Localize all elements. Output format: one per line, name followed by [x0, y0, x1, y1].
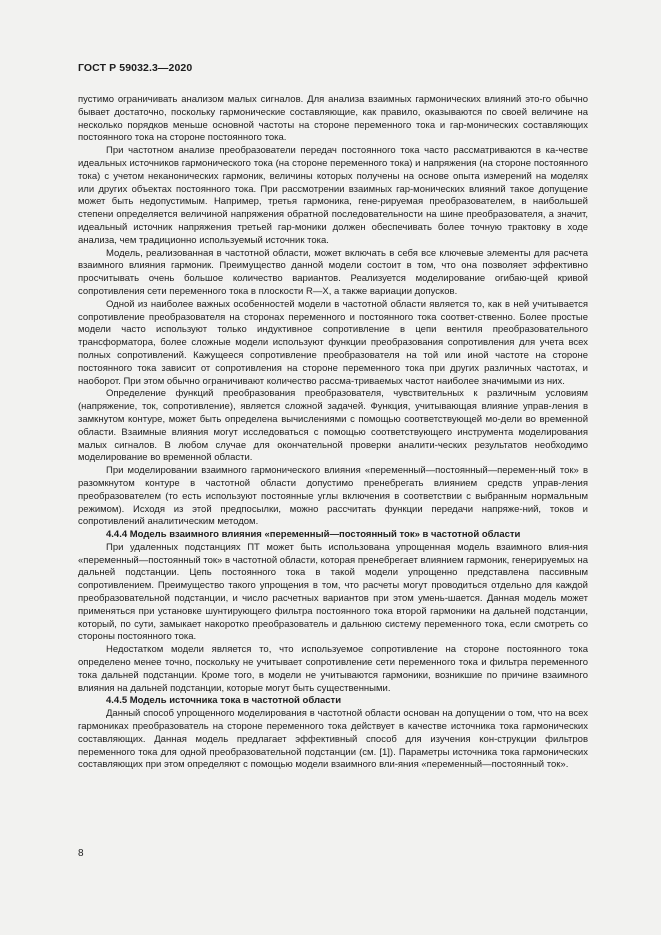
document-header: ГОСТ Р 59032.3—2020: [78, 62, 193, 74]
paragraph: Недостатком модели является то, что используемое сопротивление на стороне постоянного тока определено менее точно, поскольку не учитывает сопротивление сети переменного тока и фильтра переменного тока дальней подстанции. Кроме того, в модели не учитываются гармоники, возникшие по причине взаимного влияния на дальней подстанции, которые могут быть существенными.: [78, 644, 588, 694]
paragraph: Данный способ упрощенного моделирования в частотной области основан на допущении о том, что на всех гармониках преобразователь на стороне переменного тока действует в качестве источника тока гармонических составляющих. Данная модель предлагает эффективный способ для изучения кон-струкции фильтров переменного тока для одной преобразовательной подстанции (см. [1]). Параметры источника тока гармонических составляющих при этом определяют с помощью модели взаимного вли-яния «переменный—постоянный ток».: [78, 708, 588, 771]
paragraph: При удаленных подстанциях ПТ может быть использована упрощенная модель взаимного влия-ния «переменный—постоянный ток» в частотной области, которая пренебрегает влиянием гармоник, генерируемых на дальней подстанции. Цепь постоянного тока в такой модели упрощенно представлена пассивным сопротивлением. Преимущество такого упрощения в том, что расчеты могут проводиться отдельно для каждой преобразовательной подстанции, и число расчетных вариантов при этом умень-шается. Данная модель может применяться при установке шунтирующего фильтра постоянного тока второй гармоники на дальней подстанции, который, по сути, замыкает накоротко преобразователь и дальнюю систему переменного тока, если смотреть со стороны постоянного тока.: [78, 541, 588, 643]
paragraph: Определение функций преобразования преобразователя, чувствительных к различным условиям (напряжение, ток, сопротивление), является сложной задачей. Функция, учитывающая влияние управ-ления в замкнутом контуре, может быть определена вычислениями с помощью соответствующей мо-дели во временной области. Взаимные влияния могут исследоваться с помощью соответствующего инструмента моделирования малых сигналов. В любом случае для окончательной проверки аналити-ческих результатов необходимо моделирование во временной области.: [78, 388, 588, 464]
section-heading-4-4-5: 4.4.5 Модель источника тока в частотной области: [106, 695, 342, 707]
paragraph: При частотном анализе преобразователи передач постоянного тока часто рассматриваются в ка-честве идеальных источников гармонического тока (на стороне переменного тока) и напряжения (на стороне постоянного тока) с учетом неканонических гармоник, величины которых получены на основе опыта измерений на моделях или других объектах постоянного тока. При рассмотрении взаимных гар-монических влияний такое допущение может быть недопустимым. Например, третья гармоника, гене-рируемая преобразователем, в наибольшей степени определяется величиной напряжения обратной последовательности на шине преобразователя, а значит, идеальный источник напряжения третьей гар-моники должен обеспечивать более точную трактовку в ходе анализа, чем традиционно используемый источник тока.: [78, 145, 588, 246]
paragraph: При моделировании взаимного гармонического влияния «переменный—постоянный—перемен-ный ток» в разомкнутом контуре в частотной области допустимо пренебрегать влиянием средств управ-ления преобразователем (то есть используют постоянные углы включения в соответствии с выбранным нормальным режимом). Исходя из этой предпосылки, можно рассчитать функции передачи напряже-ний, токов и сопротивлений аналитическим методом.: [78, 465, 588, 528]
page-number: 8: [78, 848, 84, 859]
paragraph: Одной из наиболее важных особенностей модели в частотной области является то, как в ней учитывается сопротивление преобразователя на сторонах переменного и постоянного тока соответ-ственно. Более простые модели часто используют только индуктивное сопротивление в цепи вентиля преобразовательного трансформатора, более сложные модели используют функции преобразования сопротивления для учета всех полных сопротивлений. Кажущееся сопротивление преобразователя на той или иной частоте на стороне постоянного тока зависит от сопротивления на стороне переменного тока при других различных частотах, и наоборот. При этом обычно ограничивают количество рассма-триваемых частот наиболее значимыми из них.: [78, 298, 588, 387]
document-body: [78, 94, 588, 772]
paragraph: Модель, реализованная в частотной области, может включать в себя все ключевые элементы для расчета взаимного влияния гармоник. Преимущество данной модели состоит в том, что она позволяет эффективно просчитывать очень большое количество вариантов. Реализуется моделирование огибаю-щей кривой сопротивления сети переменного тока в плоскости R—X, а также вариации допусков.: [78, 247, 588, 297]
paragraph-continuation: пустимо ограничивать анализом малых сигналов. Для анализа взаимных гармонических влияний это-го обычно бывает достаточно, поскольку гармонические составляющие, как правило, оказываются по своей величине на несколько порядков меньше основной частоты на стороне переменного тока и гар-монических составляющих постоянного тока на стороне постоянного тока.: [78, 94, 588, 144]
section-heading-4-4-4: 4.4.4 Модель взаимного влияния «переменный—постоянный ток» в частотной области: [106, 529, 521, 541]
